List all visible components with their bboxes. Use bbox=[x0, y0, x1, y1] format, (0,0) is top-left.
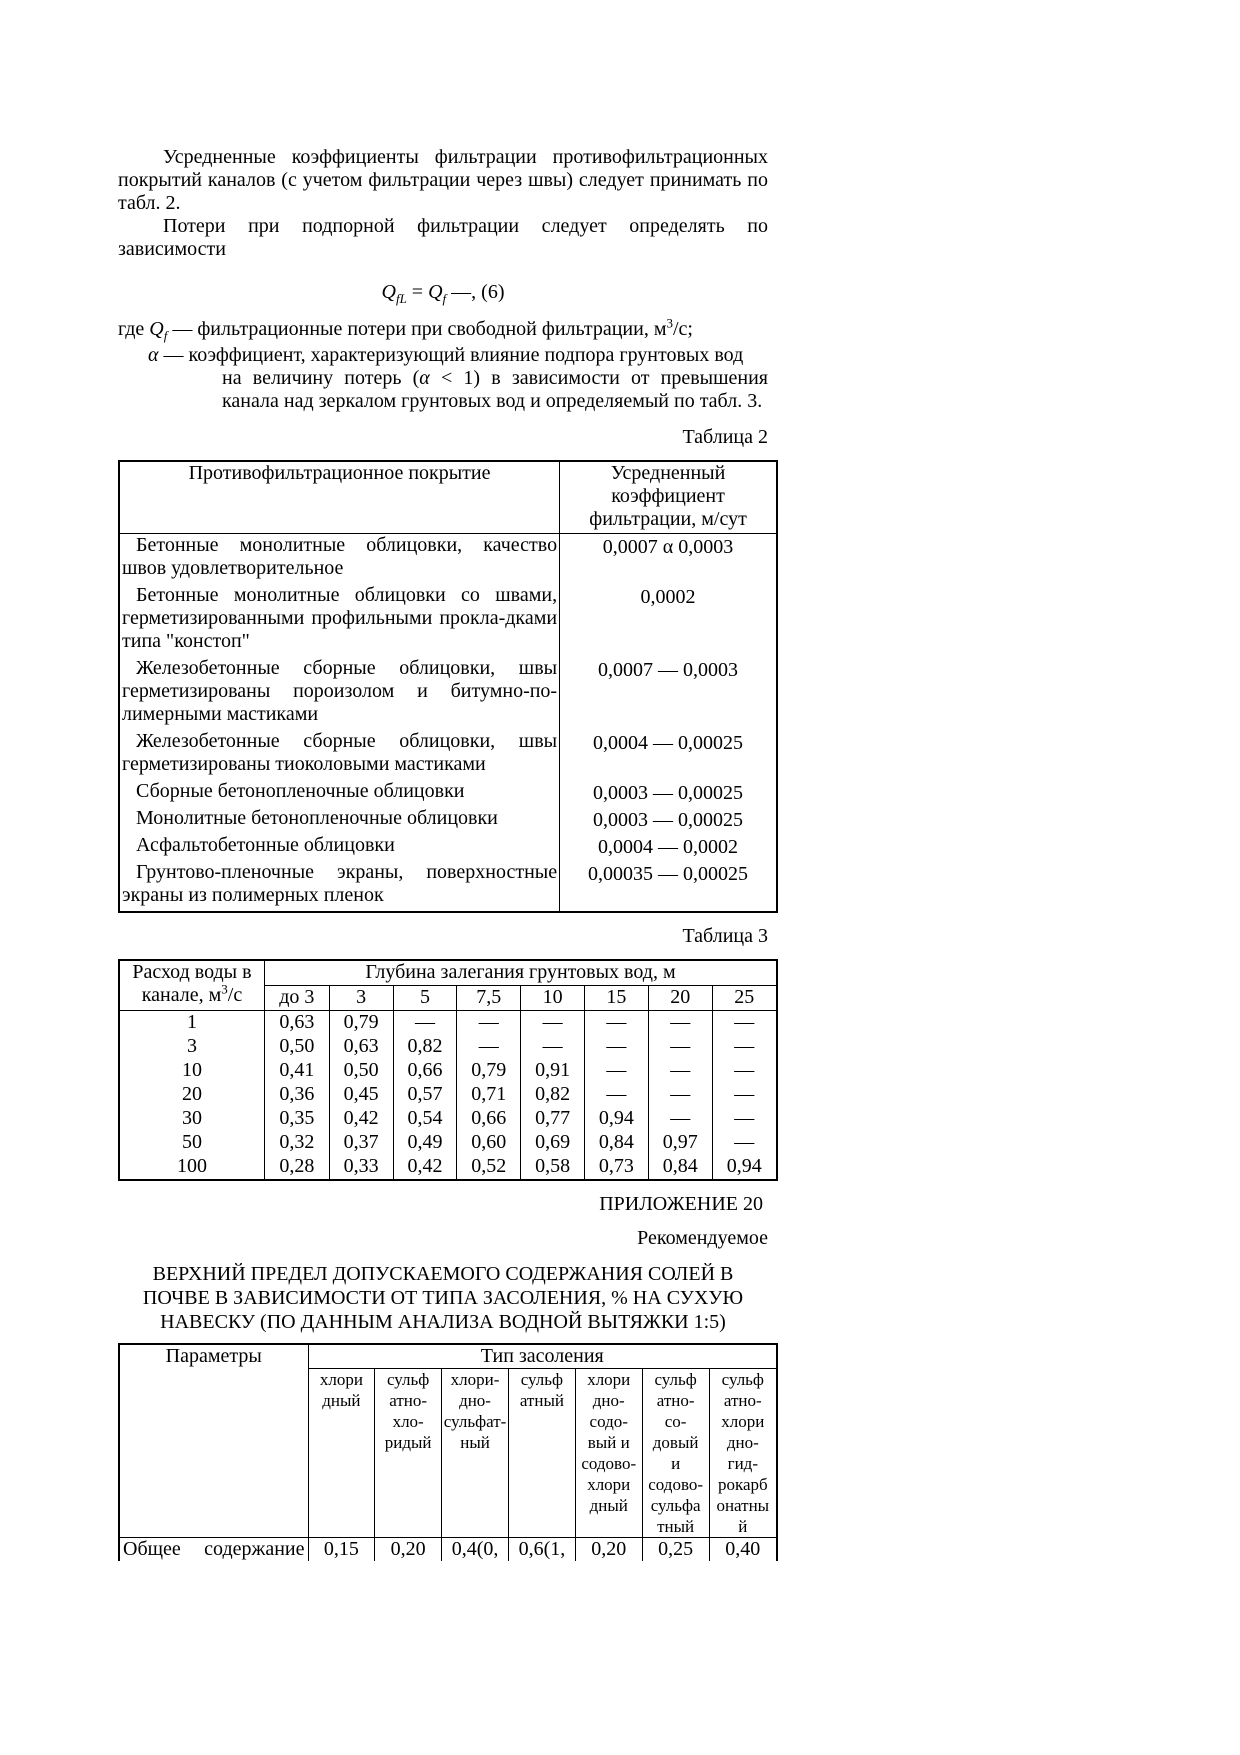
table4-type-header-line: хлори bbox=[587, 1475, 631, 1494]
table2-row bbox=[119, 534, 777, 585]
table3-alpha-cell: 0,66 bbox=[393, 1059, 457, 1083]
table2-coating-text: Железобетонные сборные облицовки, швы герметизированы тиоколовыми мастиками bbox=[122, 730, 558, 775]
table2-coating-cell bbox=[119, 861, 560, 912]
table3-alpha-cell: 0,79 bbox=[329, 1011, 393, 1036]
table3-alpha-cell: — bbox=[457, 1011, 521, 1036]
table3-alpha-cell: 0,73 bbox=[584, 1155, 648, 1180]
table4-type-header-line: дно- bbox=[459, 1391, 491, 1410]
table2-header-coefficient: Усредненный коэффициент фильтрации, м/сут bbox=[560, 461, 777, 534]
table3-depth-header: 5 bbox=[393, 986, 457, 1011]
table3-depth-header: 10 bbox=[521, 986, 585, 1011]
table3-row bbox=[119, 1035, 777, 1059]
table2-coating-text: Грунтово-пленочные экраны, поверхностные экраны из полимерных пленок bbox=[122, 861, 558, 906]
table3-discharge-cell: 100 bbox=[119, 1155, 264, 1180]
table2-coating-text: Монолитные бетонопленочные облицовки bbox=[136, 807, 498, 829]
table4-value-cell: 0,25 bbox=[642, 1538, 709, 1562]
formula-lhs-sub: fL bbox=[395, 291, 407, 306]
intro-paragraph-1: Усредненные коэффициенты фильтрации противофильтрационных покрытий каналов (с учетом фильтрации через швы) следует принимать по табл. 2. bbox=[118, 146, 768, 214]
table4-row-name: Общее содержание bbox=[119, 1538, 308, 1562]
table3-alpha-cell: — bbox=[521, 1011, 585, 1036]
table3-alpha-cell: — bbox=[584, 1083, 648, 1107]
table3-alpha-cell: 0,82 bbox=[393, 1035, 457, 1059]
table3-depth-header: 3 bbox=[329, 986, 393, 1011]
table3-alpha-cell: 0,97 bbox=[648, 1131, 712, 1155]
table3-alpha-cell: 0,82 bbox=[521, 1083, 585, 1107]
table3-alpha-cell: 0,71 bbox=[457, 1083, 521, 1107]
table4-type-header-line: онатны bbox=[716, 1496, 770, 1515]
table3-alpha-cell: 0,45 bbox=[329, 1083, 393, 1107]
table3-caption: Таблица 3 bbox=[682, 925, 768, 947]
table3-discharge-cell: 20 bbox=[119, 1083, 264, 1107]
table4-type-header-line: ный bbox=[460, 1433, 490, 1452]
table4-type-header bbox=[509, 1369, 576, 1538]
table4-type-header-line: сульф bbox=[721, 1370, 764, 1389]
table3-alpha-cell: — bbox=[584, 1059, 648, 1083]
table-2 bbox=[118, 460, 778, 913]
table2-row bbox=[119, 730, 777, 780]
table4-type-header bbox=[709, 1369, 777, 1538]
table3-alpha-cell: 0,69 bbox=[521, 1131, 585, 1155]
table3-discharge-cell: 3 bbox=[119, 1035, 264, 1059]
table3-depth-header: 25 bbox=[712, 986, 777, 1011]
table4-type-header-line: сульфа bbox=[650, 1496, 701, 1515]
table4-type-header bbox=[308, 1369, 375, 1538]
appendix-label: ПРИЛОЖЕНИЕ 20 bbox=[599, 1193, 763, 1215]
table3-alpha-cell: 0,94 bbox=[712, 1155, 777, 1180]
table3-header-discharge bbox=[119, 960, 264, 1011]
table4-type-header-line: хлори bbox=[721, 1412, 765, 1431]
table4-header-row-1 bbox=[119, 1344, 777, 1369]
table2-coating-text: Железобетонные сборные облицовки, швы герметизированы пороизолом и битумно-по-лимерными мастиками bbox=[122, 657, 558, 725]
table3-alpha-cell: — bbox=[521, 1035, 585, 1059]
formula-eq: = bbox=[406, 281, 429, 303]
table4-type-header-line: атно- bbox=[389, 1391, 428, 1410]
table2-coating-cell bbox=[119, 534, 560, 585]
table4-type-header-line: й bbox=[738, 1517, 748, 1536]
table3-row bbox=[119, 1011, 777, 1036]
table2-row bbox=[119, 780, 777, 807]
table4-type-header-line: хлори- bbox=[450, 1370, 500, 1389]
table4-type-header-line: хлори bbox=[319, 1370, 363, 1389]
table2-coating-cell bbox=[119, 834, 560, 861]
table4-type-header-line: атно- bbox=[656, 1391, 695, 1410]
table2-coating-cell bbox=[119, 807, 560, 834]
alpha-text-cont-a: на величину потерь ( bbox=[222, 367, 420, 389]
table3-alpha-cell: — bbox=[712, 1035, 777, 1059]
table3-header-depth-group: Глубина залегания грунтовых вод, м bbox=[264, 960, 777, 986]
table3-discharge-cell: 50 bbox=[119, 1131, 264, 1155]
table2-coefficient-cell: 0,0003 — 0,00025 bbox=[560, 807, 777, 834]
table3-header-discharge-line2: канале, м bbox=[141, 984, 222, 1006]
table3-alpha-cell: 0,36 bbox=[264, 1083, 329, 1107]
where-symbol-sub: f bbox=[163, 328, 168, 343]
table2-coating-text: Асфальтобетонные облицовки bbox=[136, 834, 395, 856]
table3-alpha-cell: 0,32 bbox=[264, 1131, 329, 1155]
table3-alpha-cell: 0,84 bbox=[648, 1155, 712, 1180]
table3-alpha-cell: — bbox=[712, 1011, 777, 1036]
table4-value-cell: 0,20 bbox=[575, 1538, 642, 1562]
table4-header-salinity-type: Тип засоления bbox=[308, 1344, 777, 1369]
table2-coefficient-cell: 0,00035 — 0,00025 bbox=[560, 861, 777, 912]
table4-type-header-line: атно- bbox=[723, 1391, 762, 1410]
table3-alpha-cell: 0,42 bbox=[329, 1107, 393, 1131]
table3-alpha-cell: 0,60 bbox=[457, 1131, 521, 1155]
formula-6 bbox=[118, 281, 768, 304]
table3-alpha-cell: — bbox=[712, 1059, 777, 1083]
table3-alpha-cell: — bbox=[457, 1035, 521, 1059]
table2-coating-text: Бетонные монолитные облицовки, качество швов удовлетворительное bbox=[122, 534, 558, 579]
table3-depth-header: 15 bbox=[584, 986, 648, 1011]
table3-alpha-cell: 0,77 bbox=[521, 1107, 585, 1131]
alpha-definition-first bbox=[118, 344, 768, 367]
table4-type-header bbox=[642, 1369, 709, 1538]
table4-type-header bbox=[442, 1369, 509, 1538]
intro-paragraph-2: Потери при подпорной фильтрации следует определять по зависимости bbox=[118, 215, 768, 260]
table4-header-parameters: Параметры bbox=[119, 1344, 308, 1538]
table3-alpha-cell: 0,50 bbox=[264, 1035, 329, 1059]
table4-type-header-line: хлори bbox=[587, 1370, 631, 1389]
table3-header-discharge-sup: 3 bbox=[221, 981, 228, 997]
table3-discharge-cell: 30 bbox=[119, 1107, 264, 1131]
formula-tail: —, (6) bbox=[446, 281, 505, 303]
table3-alpha-cell: 0,57 bbox=[393, 1083, 457, 1107]
table2-coefficient-cell: 0,0002 bbox=[560, 584, 777, 657]
table3-alpha-cell: 0,94 bbox=[584, 1107, 648, 1131]
table3-alpha-cell: 0,91 bbox=[521, 1059, 585, 1083]
table2-row bbox=[119, 584, 777, 657]
table2-body bbox=[119, 534, 777, 913]
table4-type-header-line: со- bbox=[664, 1412, 687, 1431]
table-appendix-20 bbox=[118, 1343, 778, 1561]
table4-type-header bbox=[375, 1369, 442, 1538]
table4-value-cell: 0,6(1, bbox=[509, 1538, 576, 1562]
table4-type-header-line: содово- bbox=[648, 1475, 704, 1494]
table2-coating-cell bbox=[119, 584, 560, 657]
table3-alpha-cell: 0,50 bbox=[329, 1059, 393, 1083]
table3-alpha-cell: — bbox=[648, 1083, 712, 1107]
table4-type-header-line: дный bbox=[589, 1496, 628, 1515]
table4-type-header-line: дный bbox=[322, 1391, 361, 1410]
table2-coating-text: Бетонные монолитные облицовки со швами, герметизированными профильными прокла-дками типа "констоп" bbox=[122, 584, 558, 652]
table3-alpha-cell: 0,63 bbox=[264, 1011, 329, 1036]
table3-row bbox=[119, 1107, 777, 1131]
table4-type-header-line: рокарб bbox=[717, 1475, 768, 1494]
table2-coating-cell bbox=[119, 730, 560, 780]
alpha-text-cont-b: < 1) в зависимости от превышения канала над зеркалом грунтовых вод и определяемый по табл. 3. bbox=[222, 367, 768, 412]
table3-alpha-cell: — bbox=[712, 1107, 777, 1131]
table4-type-header-line: сульфат- bbox=[443, 1412, 507, 1431]
table2-caption: Таблица 2 bbox=[682, 426, 768, 448]
table3-alpha-cell: 0,58 bbox=[521, 1155, 585, 1180]
table4-row-total-content bbox=[119, 1538, 777, 1562]
table3-alpha-cell: — bbox=[584, 1035, 648, 1059]
table2-coefficient-cell: 0,0004 — 0,00025 bbox=[560, 730, 777, 780]
table3-depth-header: до 3 bbox=[264, 986, 329, 1011]
appendix-title: ВЕРХНИЙ ПРЕДЕЛ ДОПУСКАЕМОГО СОДЕРЖАНИЯ СОЛЕЙ В ПОЧВЕ В ЗАВИСИМОСТИ ОТ ТИПА ЗАСОЛЕНИЯ, % НА СУХУЮ НАВЕСКУ (ПО ДАННЫМ АНАЛИЗА ВОДНОЙ ВЫТЯЖКИ 1:5) bbox=[142, 1263, 744, 1333]
table2-header-coating: Противофильтрационное покрытие bbox=[119, 461, 560, 534]
table4-type-header-line: довый bbox=[652, 1433, 699, 1452]
table2-coefficient-cell: 0,0007 — 0,0003 bbox=[560, 657, 777, 730]
table3-alpha-cell: — bbox=[648, 1011, 712, 1036]
table3-alpha-cell: 0,41 bbox=[264, 1059, 329, 1083]
table4-value-cell: 0,4(0, bbox=[442, 1538, 509, 1562]
table3-discharge-cell: 1 bbox=[119, 1011, 264, 1036]
table4-type-header-line: и bbox=[671, 1454, 681, 1473]
table3-row bbox=[119, 1155, 777, 1180]
where-qf-line bbox=[118, 315, 768, 343]
table3-alpha-cell: — bbox=[648, 1107, 712, 1131]
table3-alpha-cell: — bbox=[584, 1011, 648, 1036]
table4-type-header-line: содово- bbox=[581, 1454, 637, 1473]
table4-value-cell: 0,20 bbox=[375, 1538, 442, 1562]
table3-alpha-cell: 0,42 bbox=[393, 1155, 457, 1180]
where-symbol: Q bbox=[149, 318, 164, 340]
table2-row bbox=[119, 807, 777, 834]
alpha-inline-symbol: α bbox=[419, 367, 430, 389]
formula-rhs-sub: f bbox=[442, 291, 447, 306]
table3-depth-header: 20 bbox=[648, 986, 712, 1011]
table3-row bbox=[119, 1083, 777, 1107]
where-prefix: где bbox=[118, 318, 150, 340]
table4-type-header-line: вый и bbox=[587, 1433, 630, 1452]
table4-type-header-line: сульф bbox=[386, 1370, 430, 1389]
where-text: — фильтрационные потери при свободной фильтрации, м bbox=[167, 318, 667, 340]
table3-alpha-cell: 0,79 bbox=[457, 1059, 521, 1083]
table4-type-header-line: дно- bbox=[726, 1433, 759, 1452]
table2-coefficient-cell: 0,0004 — 0,0002 bbox=[560, 834, 777, 861]
alpha-symbol: α bbox=[148, 344, 159, 366]
table-3 bbox=[118, 959, 778, 1181]
table3-alpha-cell: 0,52 bbox=[457, 1155, 521, 1180]
table4-type-header-line: сульф bbox=[520, 1370, 564, 1389]
table3-alpha-cell: 0,35 bbox=[264, 1107, 329, 1131]
table2-coefficient-cell: 0,0003 — 0,00025 bbox=[560, 780, 777, 807]
table3-header-discharge-unit: /с bbox=[227, 984, 243, 1006]
where-sup: 3 bbox=[666, 315, 673, 331]
table4-type-header-line: атный bbox=[519, 1391, 564, 1410]
table4-value-cell: 0,40 bbox=[709, 1538, 777, 1562]
table4-type-header-line: гид- bbox=[727, 1454, 758, 1473]
table3-alpha-cell: 0,84 bbox=[584, 1131, 648, 1155]
table4-type-header-line: тный bbox=[657, 1517, 695, 1536]
table2-row bbox=[119, 861, 777, 912]
table3-alpha-cell: — bbox=[712, 1083, 777, 1107]
page bbox=[118, 146, 768, 1561]
table3-header-discharge-line1: Расход воды в bbox=[132, 961, 252, 983]
table2-coating-cell bbox=[119, 780, 560, 807]
table2-coating-cell bbox=[119, 657, 560, 730]
table3-discharge-cell: 10 bbox=[119, 1059, 264, 1083]
table3-alpha-cell: — bbox=[648, 1059, 712, 1083]
table3-body bbox=[119, 1011, 777, 1181]
table2-header-row bbox=[119, 461, 777, 534]
table3-alpha-cell: 0,66 bbox=[457, 1107, 521, 1131]
table4-type-header-line: сульф bbox=[654, 1370, 697, 1389]
table3-alpha-cell: 0,33 bbox=[329, 1155, 393, 1180]
table2-row bbox=[119, 657, 777, 730]
formula-rhs: Q bbox=[428, 281, 443, 303]
table4-type-header bbox=[575, 1369, 642, 1538]
table3-alpha-cell: 0,49 bbox=[393, 1131, 457, 1155]
appendix-status: Рекомендуемое bbox=[637, 1227, 768, 1249]
table4-type-header-line: содо- bbox=[589, 1412, 628, 1431]
table4-value-cell: 0,15 bbox=[308, 1538, 375, 1562]
table3-alpha-cell: 0,63 bbox=[329, 1035, 393, 1059]
alpha-text-first: — коэффициент, характеризующий влияние подпора грунтовых вод bbox=[158, 344, 744, 366]
table3-row bbox=[119, 1059, 777, 1083]
where-suffix: /с; bbox=[673, 318, 693, 340]
table2-row bbox=[119, 834, 777, 861]
table3-alpha-cell: — bbox=[712, 1131, 777, 1155]
table3-header-row-1 bbox=[119, 960, 777, 986]
table2-coating-text: Сборные бетонопленочные облицовки bbox=[136, 780, 465, 802]
table3-row bbox=[119, 1131, 777, 1155]
table4-type-header-line: дно- bbox=[592, 1391, 625, 1410]
table3-alpha-cell: — bbox=[648, 1035, 712, 1059]
table3-alpha-cell: 0,37 bbox=[329, 1131, 393, 1155]
table4-type-header-line: ридый bbox=[384, 1433, 432, 1452]
table2-coefficient-cell: 0,0007 α 0,0003 bbox=[560, 534, 777, 585]
formula-lhs: Q bbox=[381, 281, 396, 303]
table3-alpha-cell: — bbox=[393, 1011, 457, 1036]
alpha-definition-continued bbox=[118, 367, 768, 413]
table3-alpha-cell: 0,28 bbox=[264, 1155, 329, 1180]
table4-type-header-line: хло- bbox=[392, 1412, 424, 1431]
table3-alpha-cell: 0,54 bbox=[393, 1107, 457, 1131]
table3-depth-header: 7,5 bbox=[457, 986, 521, 1011]
